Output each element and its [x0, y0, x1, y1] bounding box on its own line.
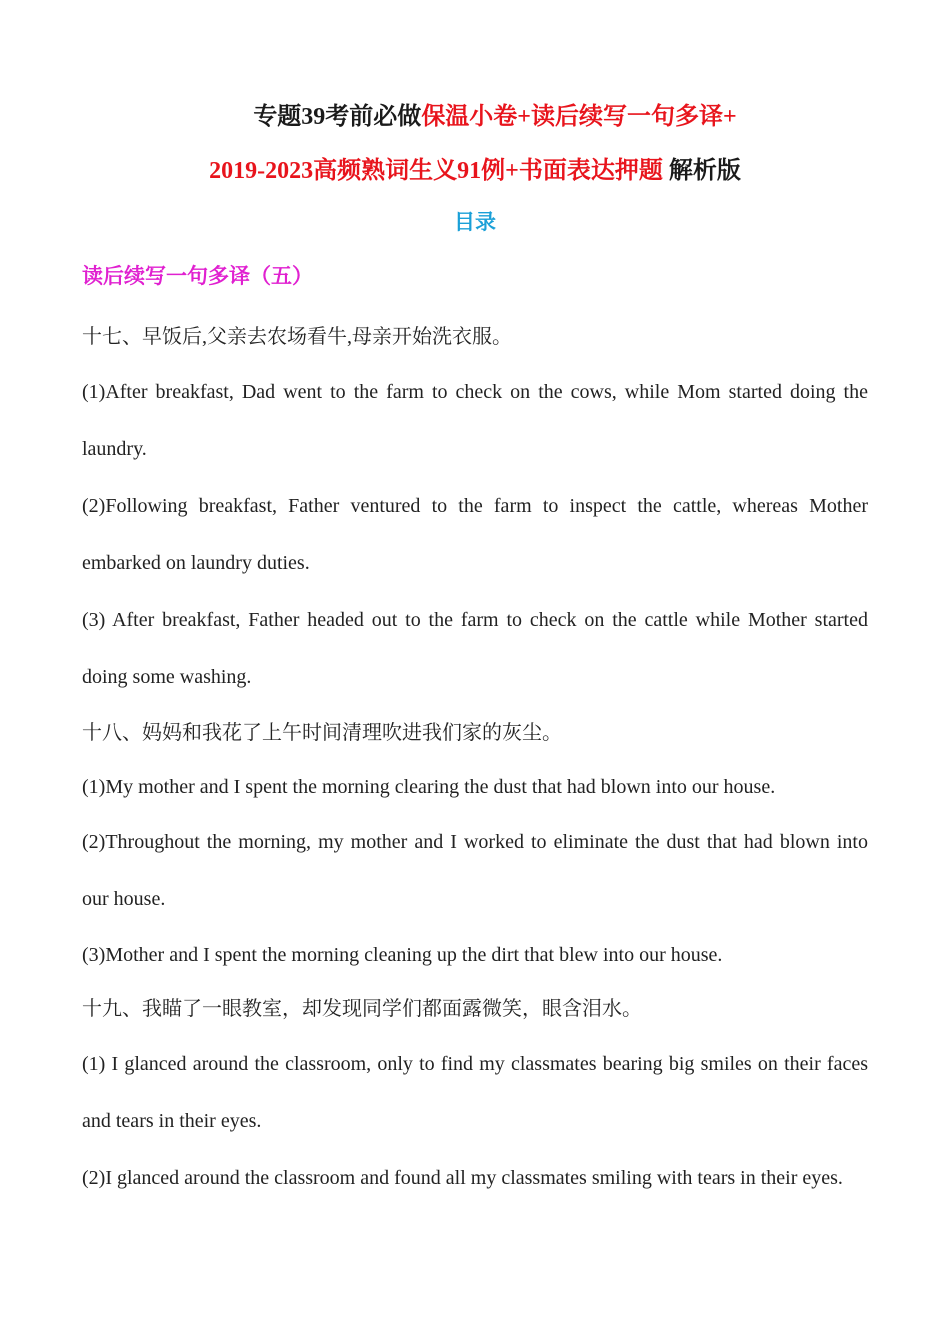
title-line1-red: 保温小卷+读后续写一句多译+	[421, 104, 737, 130]
title-line2-red: 2019-2023高频熟词生义91例+书面表达押题	[209, 158, 663, 184]
translation-19-2: (2)I glanced around the classroom and found all my classmates smiling with tears in their eyes.	[82, 1167, 843, 1189]
translation-18-2: (2)Throughout the morning, my mother and I worked to eliminate the dust that had blown into our house.	[82, 831, 868, 910]
translation-19-1: (1) I glanced around the classroom, only to find my classmates bearing big smiles on their faces and tears in their eyes.	[82, 1053, 868, 1132]
prompt-18: 十八、妈妈和我花了上午时间清理吹进我们家的灰尘。	[82, 722, 562, 744]
translation-17-1: (1)After breakfast, Dad went to the farm to check on the cows, while Mom started doing the laundry.	[82, 381, 868, 460]
toc-heading: 目录	[454, 210, 496, 234]
document-title-line-2	[82, 150, 868, 185]
translation-18-3: (3)Mother and I spent the morning cleaning up the dirt that blew into our house.	[82, 944, 723, 966]
translation-17-2: (2)Following breakfast, Father ventured to the farm to inspect the cattle, whereas Mother embarked on laundry duties.	[82, 495, 868, 574]
translation-17-3: (3) After breakfast, Father headed out to the farm to check on the cattle while Mother started doing some washing.	[82, 609, 868, 688]
document-title-line-1	[82, 96, 868, 131]
document-body	[82, 310, 868, 1207]
prompt-19: 十九、我瞄了一眼教室，却发现同学们都面露微笑，眼含泪水。	[82, 998, 642, 1020]
section-title: 读后续写一句多译（五）	[82, 264, 313, 288]
prompt-17: 十七、早饭后,父亲去农场看牛,母亲开始洗衣服。	[82, 326, 512, 348]
title-line1-black: 专题39考前必做	[253, 104, 422, 130]
title-line2-black: 解析版	[662, 158, 741, 184]
translation-18-1: (1)My mother and I spent the morning clearing the dust that had blown into our house.	[82, 776, 776, 798]
